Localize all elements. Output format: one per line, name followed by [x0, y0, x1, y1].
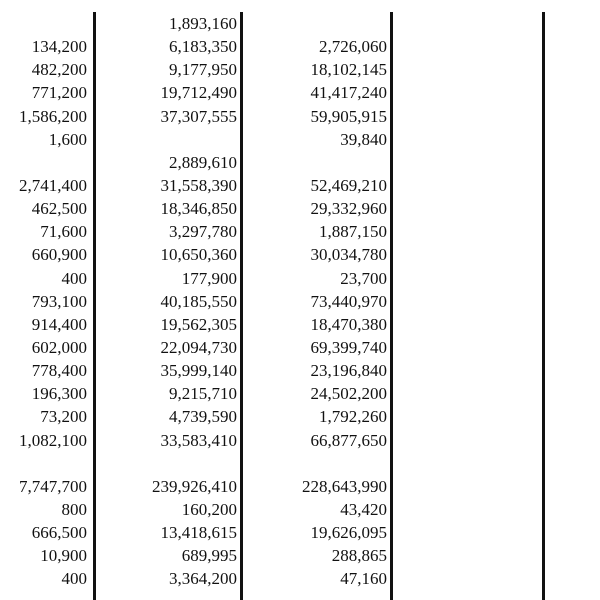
column-3-value: 73,440,970 [310, 291, 387, 311]
column-2-value: 6,183,350 [169, 37, 237, 57]
table-row [0, 35, 600, 58]
column-2-value: 22,094,730 [160, 337, 237, 357]
column-2-value: 13,418,615 [160, 523, 237, 543]
table-row [0, 498, 600, 521]
column-3-value: 39,840 [340, 129, 387, 149]
table-row [0, 58, 600, 81]
column-1-value: 771,200 [31, 83, 87, 103]
column-3-value: 18,470,380 [310, 314, 387, 334]
column-1-value: 462,500 [31, 199, 87, 219]
column-1-value: 10,900 [40, 546, 87, 566]
column-3-value: 23,700 [340, 268, 387, 288]
column-1-value: 73,200 [40, 407, 87, 427]
table-row [0, 81, 600, 104]
column-2-value: 239,926,410 [152, 476, 237, 496]
column-2-value: 35,999,140 [160, 361, 237, 381]
table-row [0, 521, 600, 544]
column-1-value: 134,200 [31, 37, 87, 57]
column-3-value: 52,469,210 [310, 175, 387, 195]
column-2-value: 40,185,550 [160, 291, 237, 311]
column-2-value: 9,215,710 [169, 384, 237, 404]
table-row [0, 105, 600, 128]
column-1-value: 71,600 [40, 222, 87, 242]
column-1-value: 666,500 [31, 523, 87, 543]
column-1-value: 482,200 [31, 60, 87, 80]
column-3-value: 18,102,145 [310, 60, 387, 80]
table-row [0, 12, 600, 35]
column-1-value: 1,600 [48, 129, 87, 149]
column-1-value: 778,400 [31, 361, 87, 381]
column-1-value: 800 [61, 499, 87, 519]
column-2-value: 33,583,410 [160, 430, 237, 450]
column-3-value: 228,643,990 [302, 476, 387, 496]
column-3-value: 29,332,960 [310, 199, 387, 219]
column-3-value: 19,626,095 [310, 523, 387, 543]
column-2-value: 18,346,850 [160, 199, 237, 219]
column-2-value: 19,712,490 [160, 83, 237, 103]
table-row [0, 174, 600, 197]
column-2-value: 10,650,360 [160, 245, 237, 265]
table-row [0, 567, 600, 590]
column-3-value: 66,877,650 [310, 430, 387, 450]
column-1-value: 400 [61, 569, 87, 589]
column-1-value: 793,100 [31, 291, 87, 311]
column-2-value: 1,893,160 [169, 14, 237, 33]
column-1-value: 400 [61, 268, 87, 288]
column-2-value: 3,297,780 [169, 222, 237, 242]
table-row [0, 452, 600, 475]
table-row [0, 429, 600, 452]
column-1-value: 196,300 [31, 384, 87, 404]
column-3-value: 59,905,915 [310, 106, 387, 126]
table-row [0, 267, 600, 290]
table-row [0, 290, 600, 313]
column-3-value: 23,196,840 [310, 361, 387, 381]
table-row [0, 243, 600, 266]
column-1-value: 7,747,700 [19, 476, 87, 496]
column-3-value: 47,160 [340, 569, 387, 589]
column-2-value: 31,558,390 [160, 175, 237, 195]
column-3-value: 288,865 [331, 546, 387, 566]
column-2-value: 4,739,590 [169, 407, 237, 427]
table-row [0, 313, 600, 336]
column-3-value: 69,399,740 [310, 337, 387, 357]
column-3-value: 24,502,200 [310, 384, 387, 404]
column-3-value: 30,034,780 [310, 245, 387, 265]
column-1-value: 1,082,100 [19, 430, 87, 450]
number-table [0, 12, 600, 591]
column-1-value: 602,000 [31, 337, 87, 357]
column-3-value: 1,887,150 [319, 222, 387, 242]
table-row [0, 405, 600, 428]
table-row [0, 544, 600, 567]
column-3-value: 41,417,240 [310, 83, 387, 103]
table-row [0, 382, 600, 405]
column-3-value: 1,792,260 [319, 407, 387, 427]
column-2-value: 19,562,305 [160, 314, 237, 334]
column-2-value: 3,364,200 [169, 569, 237, 589]
table-row [0, 197, 600, 220]
table-row [0, 359, 600, 382]
table-row [0, 151, 600, 174]
column-3-value: 2,726,060 [319, 37, 387, 57]
column-2-value: 2,889,610 [169, 152, 237, 172]
column-2-value: 689,995 [181, 546, 237, 566]
column-1-value: 2,741,400 [19, 175, 87, 195]
column-1-value: 1,586,200 [19, 106, 87, 126]
column-1-value: 914,400 [31, 314, 87, 334]
table-row [0, 336, 600, 359]
table-row [0, 128, 600, 151]
table-row [0, 475, 600, 498]
column-2-value: 37,307,555 [160, 106, 237, 126]
column-2-value: 9,177,950 [169, 60, 237, 80]
column-2-value: 160,200 [181, 499, 237, 519]
column-3-value: 43,420 [340, 499, 387, 519]
column-1-value: 660,900 [31, 245, 87, 265]
column-2-value: 177,900 [181, 268, 237, 288]
table-row [0, 220, 600, 243]
